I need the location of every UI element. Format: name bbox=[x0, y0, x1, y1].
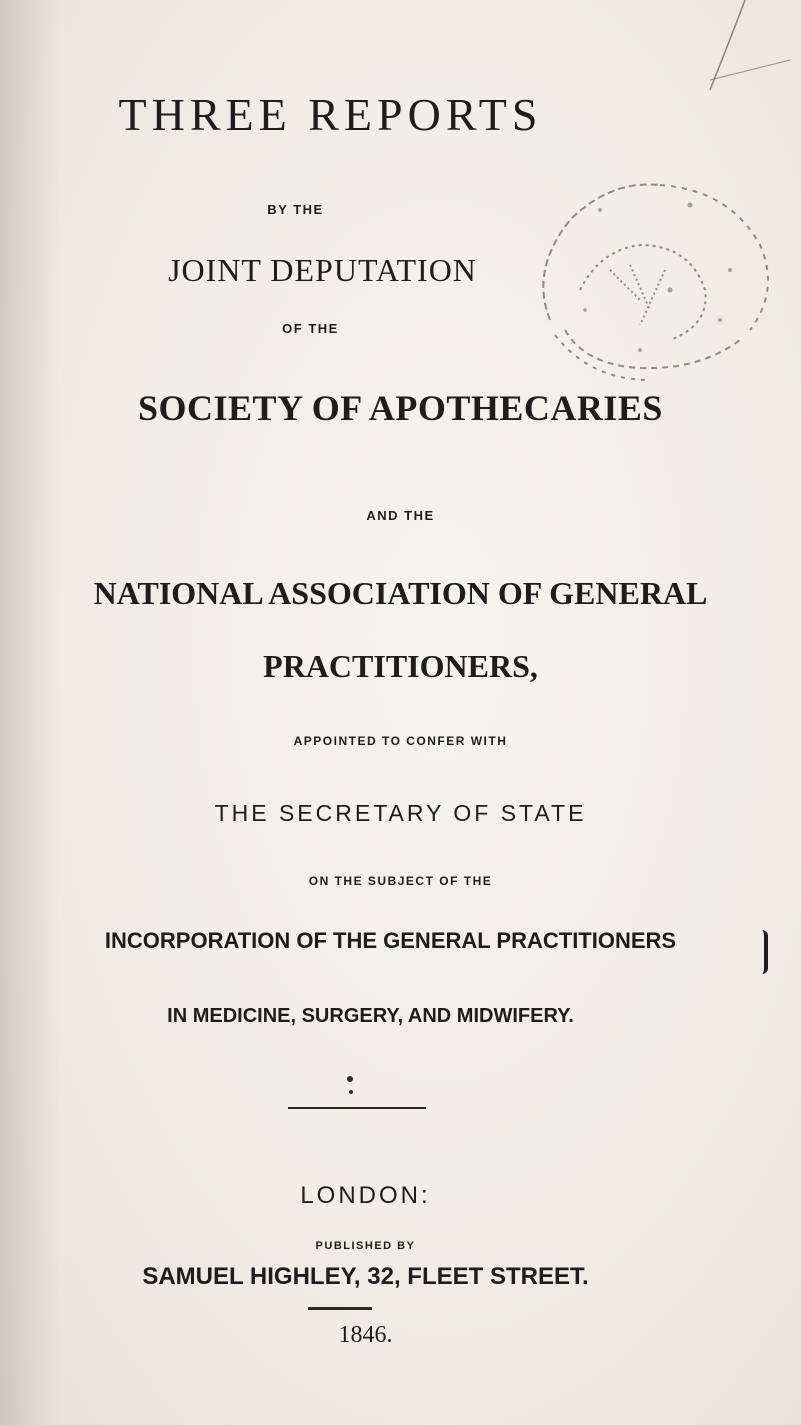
publication-year: 1846. bbox=[338, 1322, 393, 1348]
divider-rule bbox=[288, 1107, 426, 1109]
imprint-city: LONDON: bbox=[300, 1182, 431, 1209]
margin-bracket-icon bbox=[756, 930, 768, 974]
joint-deputation-heading: JOINT DEPUTATION bbox=[168, 252, 477, 288]
imprint-rule bbox=[308, 1307, 372, 1310]
by-the-label: BY THE bbox=[267, 202, 324, 217]
ornament-dot bbox=[347, 1076, 353, 1082]
society-heading: SOCIETY OF APOTHECARIES bbox=[138, 388, 663, 428]
practitioners-heading: PRACTITIONERS, bbox=[263, 648, 538, 684]
subject-label: ON THE SUBJECT OF THE bbox=[308, 874, 493, 888]
ornament-dot bbox=[349, 1090, 353, 1094]
and-the-label: AND THE bbox=[366, 508, 435, 523]
of-the-label: OF THE bbox=[282, 321, 339, 336]
publisher-name: SAMUEL HIGHLEY, 32, FLEET STREET. bbox=[142, 1263, 589, 1290]
appointed-label: APPOINTED TO CONFER WITH bbox=[293, 734, 508, 748]
national-association-heading: NATIONAL ASSOCIATION OF GENERAL bbox=[93, 575, 708, 611]
published-by-label: PUBLISHED BY bbox=[315, 1240, 416, 1252]
document-title: THREE REPORTS bbox=[118, 89, 543, 140]
secretary-of-state-heading: THE SECRETARY OF STATE bbox=[214, 800, 587, 826]
incorporation-heading: INCORPORATION OF THE GENERAL PRACTITIONERS bbox=[104, 928, 677, 953]
fields-heading: IN MEDICINE, SURGERY, AND MIDWIFERY. bbox=[167, 1005, 574, 1027]
